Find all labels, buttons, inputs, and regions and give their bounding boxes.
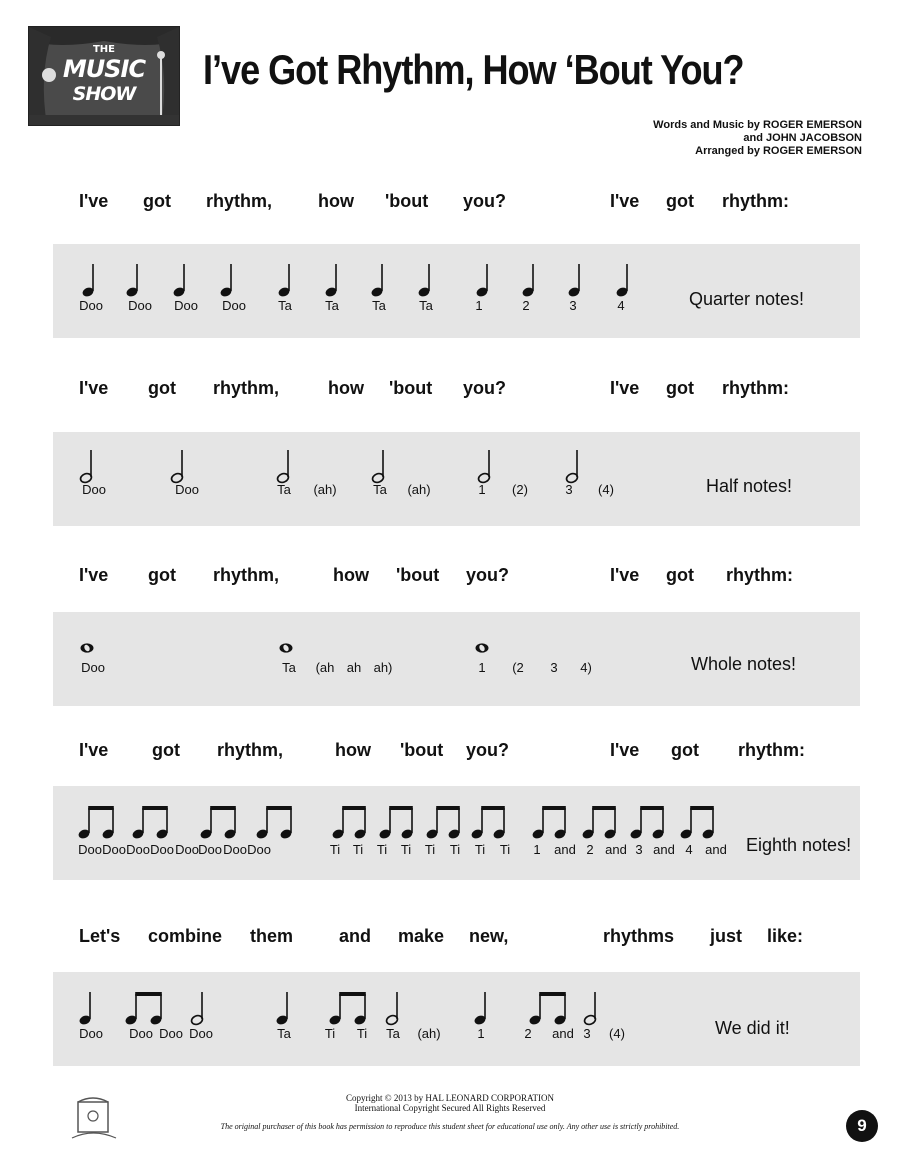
half-note: [276, 450, 290, 484]
count-syllable: Doo: [128, 298, 152, 313]
lyric-word: I've: [610, 565, 640, 585]
count-syllable: Doo: [222, 298, 246, 313]
lyric-word: rhythm:: [726, 565, 793, 585]
lyric-line: [0, 740, 900, 764]
count-syllable: 3: [635, 842, 643, 857]
lyric-word: rhythm,: [213, 565, 280, 585]
lyric-word: you?: [466, 565, 509, 585]
count-syllable: 1: [478, 482, 486, 497]
count-syllable: Ta: [277, 1026, 291, 1041]
lyric-word: I've: [79, 378, 109, 398]
count-syllable: 2: [524, 1026, 532, 1041]
count-syllable: 1: [475, 298, 483, 313]
count-syllable: Ti: [474, 842, 486, 857]
lyric-word: how: [328, 378, 364, 398]
quarter-note: [521, 264, 535, 298]
count-syllable: (4): [598, 482, 614, 497]
lyric-word: new,: [469, 926, 509, 946]
count-syllable: Ta: [373, 482, 387, 497]
lyric-word: them: [250, 926, 294, 946]
rhythm-row-whole: [53, 612, 860, 706]
count-syllable: Ta: [277, 482, 291, 497]
half-note: [477, 450, 491, 484]
count-syllable: 3: [569, 298, 577, 313]
rhythm-row-eighth: [53, 786, 860, 880]
rhythm-row-quarter: [53, 244, 860, 338]
eighth-note-pair: [629, 806, 665, 840]
eighth-note-pair: [131, 806, 169, 840]
eighth-note-pair: [378, 806, 414, 840]
page-title: I’ve Got Rhythm, How ‘Bout You?: [203, 46, 744, 93]
eighth-note-pair: [679, 806, 715, 840]
count-syllable: Doo: [78, 842, 102, 857]
copyright-notice: [0, 1093, 900, 1113]
quarter-note: [475, 264, 489, 298]
lyric-word: rhythms: [603, 926, 675, 946]
quarter-note: [275, 992, 289, 1026]
quarter-note: [370, 264, 384, 298]
lyric-word: how: [318, 191, 354, 211]
row-caption: Half notes!: [706, 476, 793, 496]
count-syllable: Ta: [386, 1026, 400, 1041]
lyric-word: got: [148, 565, 176, 585]
quarter-note: [172, 264, 186, 298]
count-syllable: (ah: [315, 660, 335, 675]
page-number: 9: [846, 1110, 878, 1142]
logo-the: THE: [92, 44, 116, 55]
lyric-word: 'bout: [400, 740, 444, 760]
lyric-word: and: [339, 926, 372, 946]
count-syllable: (2: [512, 660, 524, 675]
count-syllable: Ti: [499, 842, 511, 857]
eighth-note-pair: [328, 992, 367, 1026]
reproduction-notice: The original purchaser of this book has permission to reproduce this student sheet for educational use only. Any other use is strictly prohibited.: [220, 1122, 680, 1131]
lyric-word: Let's: [79, 926, 121, 946]
count-syllable: Doo: [79, 298, 103, 313]
logo-show: SHOW: [72, 83, 136, 105]
lyric-word: make: [398, 926, 445, 946]
half-note: [583, 992, 597, 1026]
count-syllable: Ta: [278, 298, 292, 313]
count-syllable: Doo: [102, 842, 126, 857]
count-syllable: 4: [617, 298, 625, 313]
count-syllable: (ah): [417, 1026, 441, 1041]
lyric-word: rhythm:: [738, 740, 805, 760]
lyric-word: rhythm:: [722, 378, 789, 398]
count-syllable: ah: [346, 660, 362, 675]
count-syllable: 2: [586, 842, 594, 857]
count-syllable: and: [653, 842, 675, 857]
quarter-note: [417, 264, 431, 298]
eighth-note-pair: [199, 806, 237, 840]
copyright-line-2: International Copyright Secured All Rights Reserved: [354, 1103, 546, 1113]
half-note: [385, 992, 399, 1026]
count-syllable: 4: [685, 842, 693, 857]
count-syllable: Ti: [449, 842, 461, 857]
quarter-note: [219, 264, 233, 298]
lyric-word: I've: [79, 740, 109, 760]
lyric-word: I've: [79, 565, 109, 585]
quarter-note: [615, 264, 629, 298]
count-syllable: Doo: [126, 842, 150, 857]
lyric-word: you?: [466, 740, 509, 760]
count-syllable: 2: [522, 298, 530, 313]
eighth-note-pair: [124, 992, 163, 1026]
count-syllable: Ti: [400, 842, 412, 857]
lyric-word: like:: [767, 926, 804, 946]
lyric-word: combine: [148, 926, 223, 946]
lyric-word: you?: [463, 191, 506, 211]
count-syllable: Doo: [82, 482, 106, 497]
count-syllable: 1: [533, 842, 541, 857]
count-syllable: Ti: [329, 842, 341, 857]
count-syllable: Doo: [150, 842, 174, 857]
count-syllable: Doo: [198, 842, 222, 857]
copyright-line-1: Copyright © 2013 by HAL LEONARD CORPORATION: [345, 1093, 554, 1103]
count-syllable: (2): [512, 482, 528, 497]
lyric-word: 'bout: [385, 191, 429, 211]
eighth-note-pair: [470, 806, 506, 840]
eighth-note-pair: [531, 806, 567, 840]
count-syllable: Ta: [419, 298, 433, 313]
whole-note: [476, 643, 489, 652]
count-syllable: and: [552, 1026, 574, 1041]
row-caption: Whole notes!: [691, 654, 797, 674]
eighth-note-pair: [331, 806, 367, 840]
lyric-word: got: [143, 191, 171, 211]
whole-note: [81, 643, 94, 652]
eighth-note-pair: [581, 806, 617, 840]
rhythm-row-half: [53, 432, 860, 526]
count-syllable: Ti: [376, 842, 388, 857]
quarter-note: [277, 264, 291, 298]
lyric-word: got: [666, 378, 694, 398]
count-syllable: (ah): [407, 482, 431, 497]
lyric-word: rhythm,: [213, 378, 280, 398]
logo-music: MUSIC: [62, 55, 146, 83]
count-syllable: Doo: [81, 660, 105, 675]
lyric-line: [0, 378, 900, 402]
eighth-note-pair: [255, 806, 293, 840]
half-note: [79, 450, 93, 484]
count-syllable: and: [605, 842, 627, 857]
count-syllable: Doo: [174, 298, 198, 313]
lyric-word: I've: [610, 740, 640, 760]
credits: [653, 119, 862, 158]
lyric-word: I've: [79, 191, 109, 211]
lyric-line: [0, 191, 900, 215]
row-caption: We did it!: [715, 1018, 790, 1038]
quarter-note: [125, 264, 139, 298]
quarter-note: [78, 992, 92, 1026]
half-note: [565, 450, 579, 484]
count-syllable: ah): [373, 660, 393, 675]
count-syllable: 4): [580, 660, 592, 675]
credits-line-2: and JOHN JACOBSON: [743, 132, 862, 144]
lyric-word: I've: [610, 191, 640, 211]
count-syllable: Doo: [189, 1026, 213, 1041]
count-syllable: 3: [565, 482, 573, 497]
credits-line-3: Arranged by ROGER EMERSON: [695, 145, 862, 157]
whole-note: [280, 643, 293, 652]
count-syllable: Ta: [372, 298, 386, 313]
lyric-word: rhythm,: [217, 740, 284, 760]
quarter-note: [324, 264, 338, 298]
eighth-note-pair: [528, 992, 567, 1026]
lyric-word: got: [666, 191, 694, 211]
count-syllable: Ta: [325, 298, 339, 313]
lyric-word: how: [335, 740, 371, 760]
quarter-note: [473, 992, 487, 1026]
count-syllable: and: [705, 842, 727, 857]
lyric-word: rhythm:: [722, 191, 789, 211]
count-syllable: Doo: [159, 1026, 183, 1041]
count-syllable: Doo: [79, 1026, 103, 1041]
count-syllable: Ti: [356, 1026, 368, 1041]
count-syllable: Doo: [129, 1026, 153, 1041]
count-syllable: Ti: [352, 842, 364, 857]
lyric-word: you?: [463, 378, 506, 398]
lyric-word: got: [671, 740, 699, 760]
count-syllable: Doo: [175, 482, 199, 497]
count-syllable: Ti: [424, 842, 436, 857]
count-syllable: (ah): [313, 482, 337, 497]
row-caption: Quarter notes!: [689, 289, 805, 309]
half-note: [170, 450, 184, 484]
lyric-line: [0, 565, 900, 589]
quarter-note: [81, 264, 95, 298]
lyric-word: 'bout: [396, 565, 440, 585]
count-syllable: 3: [583, 1026, 591, 1041]
count-syllable: Doo: [247, 842, 271, 857]
count-syllable: Doo: [175, 842, 199, 857]
lyric-word: I've: [610, 378, 640, 398]
lyric-word: rhythm,: [206, 191, 273, 211]
row-caption: Eighth notes!: [746, 835, 852, 855]
lyric-word: just: [710, 926, 743, 946]
eighth-note-pair: [425, 806, 461, 840]
count-syllable: Ti: [324, 1026, 336, 1041]
notation: [53, 786, 860, 880]
count-syllable: (4): [609, 1026, 625, 1041]
quarter-note: [567, 264, 581, 298]
lyric-word: got: [148, 378, 176, 398]
half-note: [371, 450, 385, 484]
rhythm-row-mixed: [53, 972, 860, 1066]
half-note: [190, 992, 204, 1026]
eighth-note-pair: [77, 806, 115, 840]
count-syllable: Ta: [282, 660, 296, 675]
lyric-word: 'bout: [389, 378, 433, 398]
count-syllable: Doo: [223, 842, 247, 857]
music-show-logo: [28, 26, 180, 126]
count-syllable: 1: [478, 660, 486, 675]
count-syllable: and: [554, 842, 576, 857]
lyric-word: got: [152, 740, 180, 760]
lyric-line: [0, 926, 900, 950]
count-syllable: 1: [477, 1026, 485, 1041]
credits-line-1: Words and Music by ROGER EMERSON: [653, 119, 862, 131]
lyric-word: how: [333, 565, 369, 585]
lyric-word: got: [666, 565, 694, 585]
count-syllable: 3: [550, 660, 558, 675]
